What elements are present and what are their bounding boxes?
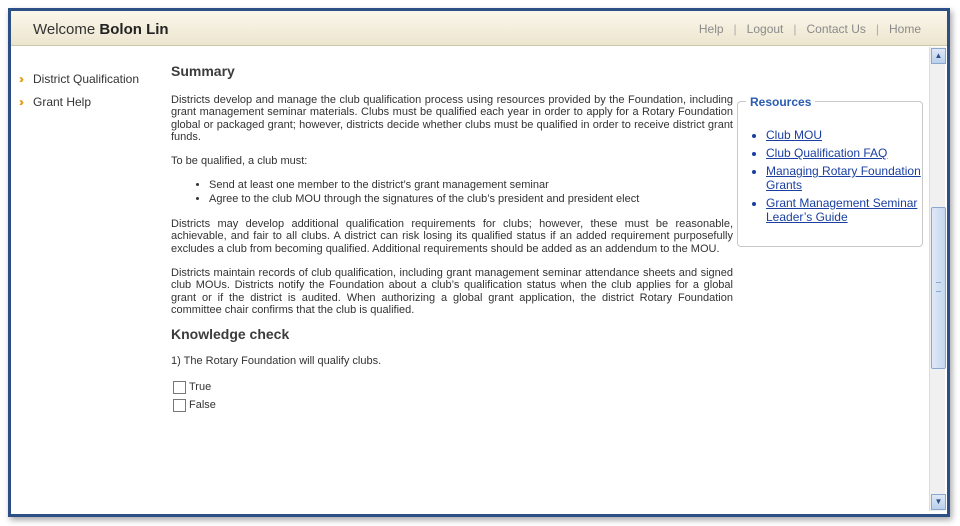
vertical-scrollbar[interactable] [929,47,945,511]
list-item [766,164,922,192]
resources-panel [737,95,923,247]
true-checkbox[interactable] [173,381,186,394]
divider: | [875,22,879,36]
sidebar [19,67,169,113]
summary-paragraph-1: Districts develop and manage the club qualification process using resources provided by the Foundation, including grant management seminar materials. Clubs must be qualified each year in order to apply for a Rotary Foundation global or packaged grant; however, districts decide whether clubs must be qualified in order to receive district grant funds. [171,93,733,144]
main-content [171,57,733,417]
double-chevron-right-icon: ›› [19,94,21,109]
club-mou-link[interactable]: Club MOU [766,128,823,142]
seminar-leaders-guide-link[interactable]: Grant Management Seminar Leader’s Guide [766,196,918,224]
scroll-thumb[interactable] [931,207,946,369]
divider: | [733,22,737,36]
option-false[interactable] [173,399,733,412]
question-text: 1) The Rotary Foundation will qualify clubs. [171,354,382,367]
requirements-list [171,179,733,206]
list-item: • Send at least one member to the district’s grant management seminar [209,179,733,192]
list-item: • Agree to the club MOU through the signatures of the club’s president and president elect [209,193,733,206]
page-title: Summary [171,63,235,79]
help-link[interactable]: Help [698,22,724,36]
list-item [766,196,922,224]
welcome-prefix: Welcome [33,21,96,38]
list-item [766,146,922,160]
welcome-message [33,21,169,38]
list-item [766,128,922,142]
sidebar-item-grant-help[interactable] [19,90,169,113]
divider: | [793,22,797,36]
knowledge-check-title: Knowledge check [171,325,290,342]
summary-paragraph-3: Districts may develop additional qualification requirements for clubs; however, these must be reasonable, achievable, and fair to all clubs. A district can risk losing its qualified status if an added requirement purposefully excludes a club from becoming qualified. Additional requirements should be added as an addendum to the MOU. [171,217,733,255]
sidebar-item-district-qualification[interactable] [19,67,169,90]
user-name: Bolon Lin [99,21,169,38]
scroll-up-icon[interactable]: ▲ [931,48,946,64]
option-label: True [189,381,212,394]
club-qualification-faq-link[interactable]: Club Qualification FAQ [766,146,888,160]
sidebar-item-label: District Qualification [33,71,140,86]
option-label: False [189,399,216,412]
contact-us-link[interactable]: Contact Us [806,22,866,36]
double-chevron-right-icon: ›› [19,71,21,86]
managing-grants-link[interactable]: Managing Rotary Foundation Grants [766,164,921,192]
home-link[interactable]: Home [888,22,921,36]
sidebar-item-label: Grant Help [33,94,92,109]
resources-title: Resources [746,95,815,109]
false-checkbox[interactable] [173,399,186,412]
summary-paragraph-4: Districts maintain records of club qualification, including grant management seminar attendance sheets and signed club MOUs. Districts notify the Foundation about a club’s qualification status when the club applies for a global grant or if the district is audited. When authorizing a global grant application, the district Rotary Foundation committee chair confirms that the club is qualified. [171,266,733,317]
top-bar [11,11,947,46]
summary-paragraph-2: To be qualified, a club must: [171,154,308,167]
resources-list [738,128,922,224]
app-window [8,8,950,517]
grip-icon [936,282,941,292]
scroll-down-icon[interactable]: ▼ [931,494,946,510]
top-links [699,22,921,36]
option-true[interactable] [173,381,733,394]
logout-link[interactable]: Logout [746,22,784,36]
